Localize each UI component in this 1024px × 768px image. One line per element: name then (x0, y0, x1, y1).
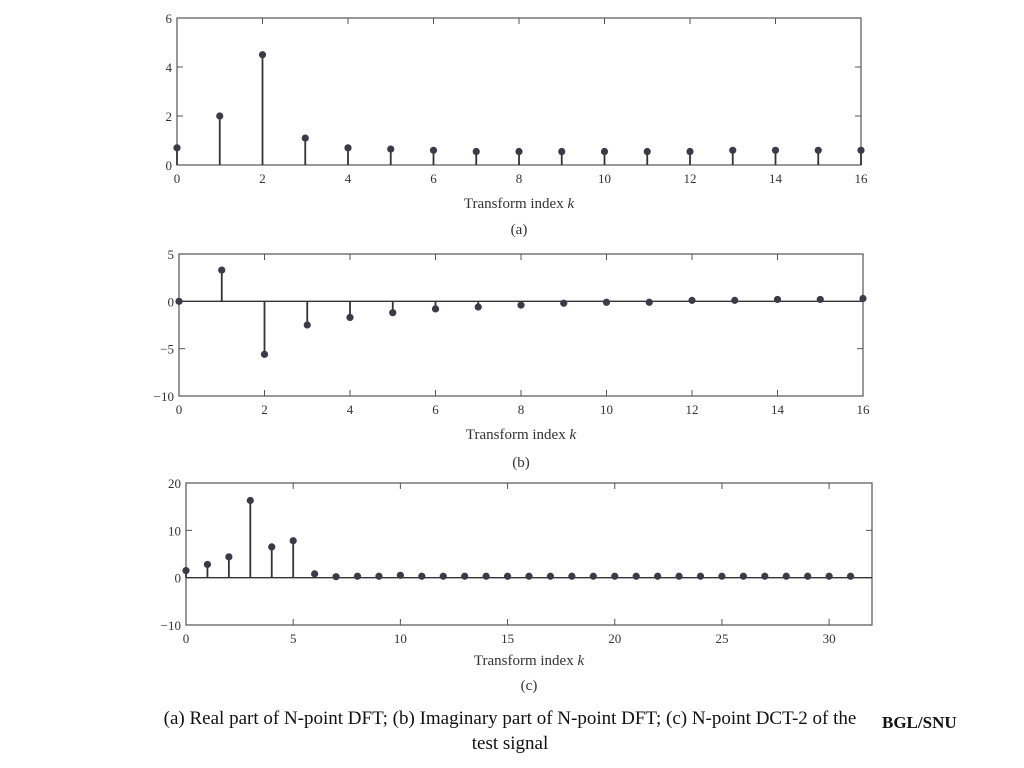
stem-marker (783, 573, 790, 580)
stem-marker (483, 573, 490, 580)
stem-marker (804, 573, 811, 580)
stem-marker (774, 296, 781, 303)
x-tick-label: 8 (515, 171, 523, 186)
stem-marker (772, 147, 779, 154)
chart-panel-2 (154, 247, 870, 471)
plot-frame (177, 18, 861, 165)
stem-marker (697, 573, 704, 580)
stem-marker (344, 144, 351, 151)
plot-frame (179, 254, 863, 396)
x-tick-label: 6 (432, 402, 439, 417)
x-tick-label: 12 (685, 402, 699, 417)
x-tick-label: 8 (517, 402, 525, 417)
stem-marker (740, 573, 747, 580)
stem-marker (761, 573, 768, 580)
stem-marker (332, 573, 339, 580)
y-tick-label: −5 (160, 341, 174, 357)
credit-label: BGL/SNU (882, 713, 957, 732)
x-axis-label: Transform index k (473, 653, 585, 669)
stem-marker (603, 299, 610, 306)
x-tick-label: 30 (822, 631, 836, 646)
stem-marker (525, 573, 532, 580)
x-tick-label: 16 (856, 402, 870, 417)
stem-marker (654, 573, 661, 580)
y-tick-label: 20 (168, 476, 181, 491)
y-tick-label: 0 (174, 570, 181, 586)
x-tick-label: 12 (683, 171, 697, 186)
x-tick-label: 2 (259, 171, 266, 186)
stem-marker (611, 573, 618, 580)
y-tick-label: 4 (165, 60, 172, 75)
stem-marker (633, 573, 640, 580)
stem-marker (430, 147, 437, 154)
stem-marker (826, 573, 833, 580)
chart-panel-1 (166, 11, 869, 238)
chart-panel-3 (161, 476, 872, 694)
stem-marker (688, 297, 695, 304)
stem-marker (225, 553, 232, 560)
stem-marker (397, 572, 404, 579)
stem-marker (354, 573, 361, 580)
x-tick-label: 16 (854, 171, 868, 186)
stem-marker (473, 148, 480, 155)
y-tick-label: 6 (165, 11, 172, 26)
y-tick-label: 0 (165, 158, 172, 173)
stem-marker (857, 147, 864, 154)
stem-marker (504, 573, 511, 580)
stem-marker (261, 351, 268, 358)
stem-marker (175, 298, 182, 305)
x-tick-label: 20 (608, 631, 622, 646)
stem-marker (590, 573, 597, 580)
stem-marker (560, 300, 567, 307)
stem-marker (601, 148, 608, 155)
x-tick-label: 14 (769, 171, 782, 186)
stem-marker (389, 309, 396, 316)
panel-label: (b) (512, 455, 530, 471)
stem-marker (731, 297, 738, 304)
x-tick-label: 10 (600, 402, 613, 417)
stem-marker (387, 145, 394, 152)
stem-marker (558, 148, 565, 155)
stem-marker (675, 573, 682, 580)
stem-marker (290, 537, 297, 544)
x-tick-label: 5 (289, 631, 297, 646)
panel-label: (c) (520, 678, 538, 694)
stem-marker (375, 573, 382, 580)
y-tick-label: 5 (167, 247, 174, 262)
plot-frame (186, 483, 872, 625)
stem-marker (182, 567, 189, 574)
stem-marker (646, 299, 653, 306)
stem-marker (568, 573, 575, 580)
x-axis-label: Transform index k (463, 196, 575, 212)
y-tick-label: 0 (167, 294, 174, 310)
stem-marker (173, 144, 180, 151)
stem-marker (644, 148, 651, 155)
stem-marker (718, 573, 725, 580)
y-tick-label: 2 (165, 109, 172, 124)
stem-marker (517, 302, 524, 309)
x-tick-label: 2 (261, 402, 268, 417)
stem-marker (461, 573, 468, 580)
stem-marker (547, 573, 554, 580)
stem-marker (304, 321, 311, 328)
stem-marker (216, 112, 223, 119)
stem-marker (247, 497, 254, 504)
stem-marker (302, 134, 309, 141)
y-tick-label: −10 (160, 618, 181, 633)
stem-marker (475, 303, 482, 310)
panel-label: (a) (510, 222, 528, 238)
x-tick-label: 4 (344, 171, 352, 186)
stem-marker (817, 296, 824, 303)
x-tick-label: 0 (175, 402, 183, 417)
stem-marker (847, 573, 854, 580)
stem-marker (515, 148, 522, 155)
stem-marker (729, 147, 736, 154)
x-axis-label: Transform index k (465, 427, 577, 443)
y-tick-label: −10 (153, 389, 174, 404)
x-tick-label: 15 (501, 631, 515, 646)
stem-marker (418, 573, 425, 580)
stem-marker (859, 295, 866, 302)
stem-marker (259, 51, 266, 58)
stem-marker (432, 305, 439, 312)
stem-marker (204, 561, 211, 568)
y-tick-label: 10 (168, 523, 181, 539)
x-tick-label: 14 (771, 402, 784, 417)
stem-marker (346, 314, 353, 321)
x-tick-label: 0 (173, 171, 181, 186)
x-tick-label: 10 (393, 631, 407, 646)
stem-marker (268, 543, 275, 550)
figure-caption: (a) Real part of N-point DFT; (b) Imaginary part of N-point DFT; (c) N-point DCT-2 of the test signal (163, 708, 857, 754)
x-tick-label: 25 (715, 631, 729, 646)
stem-marker (686, 148, 693, 155)
stem-marker (440, 573, 447, 580)
x-tick-label: 0 (182, 631, 190, 646)
stem-marker (815, 147, 822, 154)
stem-marker (218, 266, 225, 273)
x-tick-label: 4 (346, 402, 354, 417)
x-tick-label: 6 (430, 171, 437, 186)
stem-marker (311, 570, 318, 577)
x-tick-label: 10 (598, 171, 611, 186)
